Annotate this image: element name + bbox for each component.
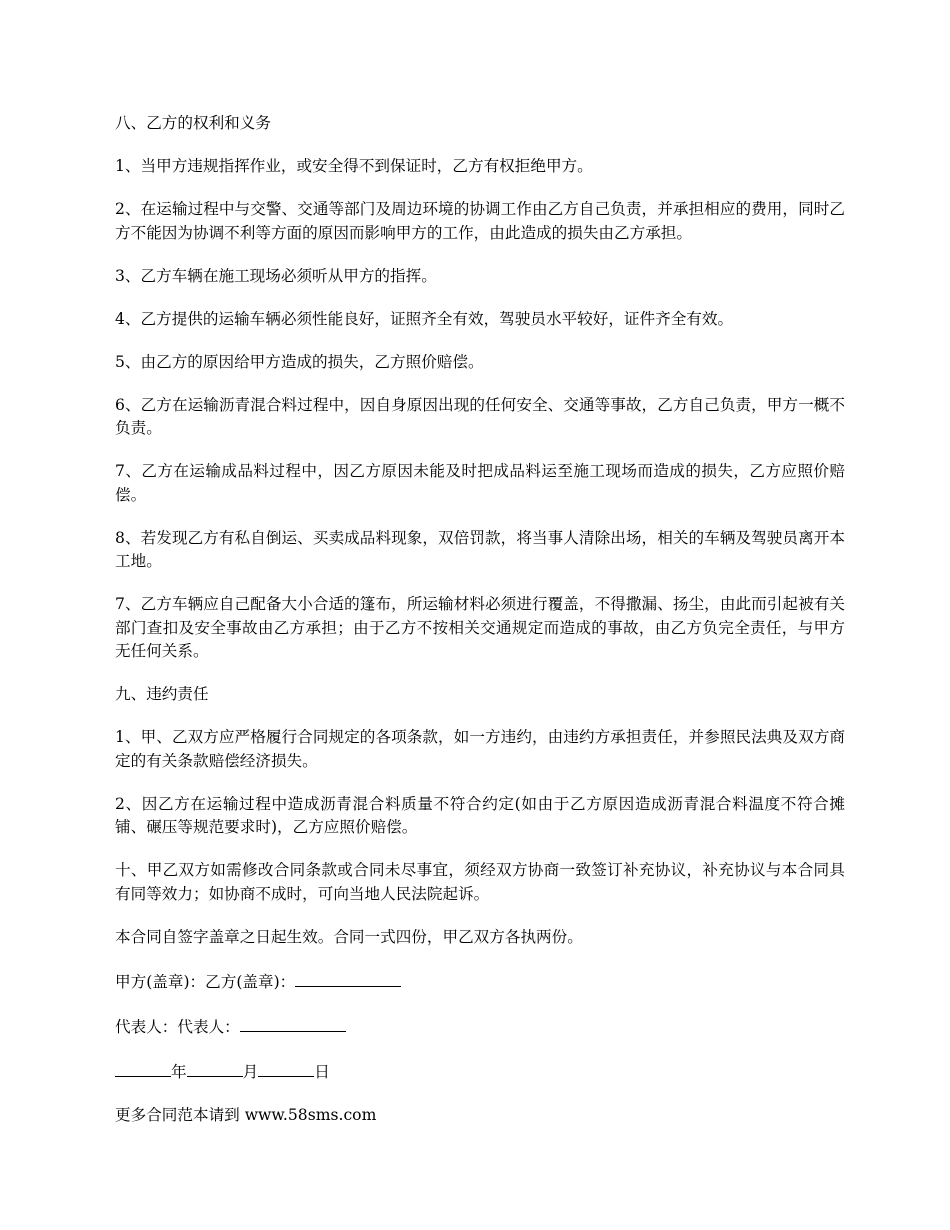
party-seal-blank [295,969,401,987]
month-blank [187,1059,243,1077]
section-8-heading: 八、乙方的权利和义务 [115,114,271,132]
effective-clause: 本合同自签字盖章之日起生效。合同一式四份，甲乙双方各执两份。 [115,927,583,946]
section-9-item-1: 1、甲、乙双方应严格履行合同规定的各项条款，如一方违约，由违约方承担责任，并参照民法典及双方商定的有关条款赔偿经济损失。 [115,728,845,770]
section-8-item-9: 7、乙方车辆应自己配备大小合适的篷布，所运输材料必须进行覆盖，不得撒漏、扬尘，由此而引起被有关部门查扣及安全事故由乙方承担；由于乙方不按相关交通规定而造成的事故，由乙方负完全责任，与甲方无任何关系。 [115,595,845,660]
representative-blank [240,1014,346,1032]
representative-label: 代表人：代表人： [115,1017,240,1036]
section-10-text: 十、甲乙双方如需修改合同条款或合同未尽事宜，须经双方协商一致签订补充协议，补充协议与本合同具有同等效力；如协商不成时，可向当地人民法院起诉。 [115,861,845,903]
section-8-item-3: 3、乙方车辆在施工现场必须听从甲方的指挥。 [115,266,437,285]
section-8-item-8: 8、若发现乙方有私自倒运、买卖成品料现象，双倍罚款，将当事人清除出场，相关的车辆及驾驶员离开本工地。 [115,528,845,570]
footer-link-text: 更多合同范本请到 www.58sms.com [115,1105,377,1124]
day-blank [258,1059,314,1077]
date-line [115,1059,845,1085]
year-blank [115,1059,171,1077]
party-seal-label: 甲方(盖章)：乙方(盖章)： [115,972,296,991]
party-seal-line [115,969,845,995]
section-9-item-2: 2、因乙方在运输过程中造成沥青混合料质量不符合约定(如由于乙方原因造成沥青混合料温度不符合摊铺、碾压等规范要求时)，乙方应照价赔偿。 [115,794,845,836]
section-8-item-2: 2、在运输过程中与交警、交通等部门及周边环境的协调工作由乙方自己负责，并承担相应的费用，同时乙方不能因为协调不利等方面的原因而影响甲方的工作，由此造成的损失由乙方承担。 [115,200,845,242]
month-label: 月 [242,1062,259,1081]
section-9-heading: 九、违约责任 [115,685,209,703]
section-8-item-4: 4、乙方提供的运输车辆必须性能良好，证照齐全有效，驾驶员水平较好，证件齐全有效。 [115,309,734,328]
section-8-item-5: 5、由乙方的原因给甲方造成的损失，乙方照价赔偿。 [115,352,484,371]
representative-line [115,1014,845,1040]
section-8-item-7: 7、乙方在运输成品料过程中，因乙方原因未能及时把成品料运至施工现场而造成的损失，乙方应照价赔偿。 [115,462,845,504]
section-8-item-1: 1、当甲方违规指挥作业，或安全得不到保证时，乙方有权拒绝甲方。 [115,157,593,175]
contract-page [115,112,845,1147]
year-label: 年 [171,1062,187,1081]
section-8-item-6: 6、乙方在运输沥青混合料过程中，因自身原因出现的任何安全、交通等事故，乙方自己负责，甲方一概不负责。 [115,395,845,437]
day-label: 日 [314,1062,330,1081]
